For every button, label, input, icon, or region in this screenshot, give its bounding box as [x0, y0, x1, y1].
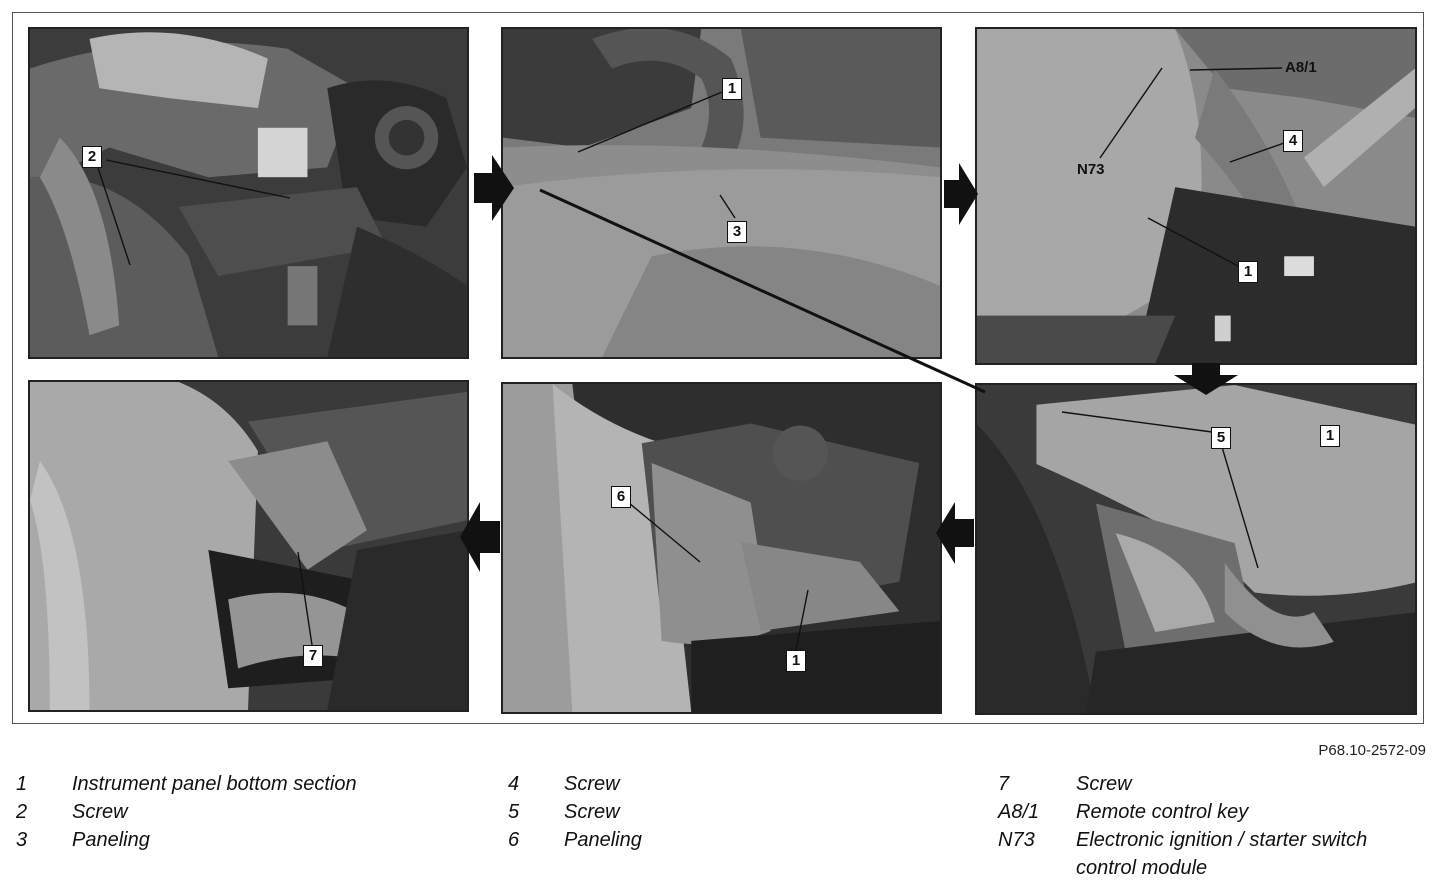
- legend-item: [508, 798, 924, 826]
- legend-item: [16, 798, 432, 826]
- legend-item: [998, 798, 1436, 826]
- callout-panel-1-step3: 1: [1238, 261, 1258, 283]
- legend-text: Screw: [72, 801, 128, 823]
- legend-number: 1: [16, 773, 28, 795]
- legend-column-3: [998, 770, 1436, 882]
- photo-step-6: [28, 380, 469, 712]
- legend-text: Instrument panel bottom section: [72, 773, 357, 795]
- photo-step-3: [975, 27, 1417, 365]
- legend-number: 2: [16, 801, 28, 823]
- legend-column-2: [508, 770, 924, 854]
- legend-item: [998, 770, 1436, 798]
- legend-text: Screw: [564, 801, 620, 823]
- callout-panel-1-step4: 1: [1320, 425, 1340, 447]
- legend-item: [998, 826, 1436, 882]
- legend-item: [508, 826, 924, 854]
- photo-step-1: [28, 27, 469, 359]
- legend-item: [16, 826, 432, 854]
- legend-number: A8/1: [998, 801, 1040, 823]
- figure-code: P68.10-2572-09: [1318, 742, 1426, 759]
- callout-screw-4: 4: [1283, 130, 1303, 152]
- arrow-left-1-icon: [936, 502, 974, 564]
- arrow-left-2-icon: [460, 502, 500, 572]
- arrow-right-1-icon: [474, 155, 514, 221]
- legend-number: N73: [998, 829, 1035, 851]
- legend-number: 4: [508, 773, 520, 795]
- callout-panel-1: 1: [722, 78, 742, 100]
- callout-screw-7: 7: [303, 645, 323, 667]
- legend-text: Electronic ignition / starter switch control module: [1076, 829, 1368, 879]
- callout-panel-1-step5: 1: [786, 650, 806, 672]
- legend-item: [16, 770, 432, 798]
- photo-step-4: [975, 383, 1417, 715]
- legend-text: Screw: [1076, 773, 1132, 795]
- legend-number: 5: [508, 801, 520, 823]
- arrow-down-icon: [1174, 363, 1238, 395]
- legend-text: Remote control key: [1076, 801, 1249, 823]
- arrow-right-2-icon: [944, 163, 978, 225]
- legend-number: 6: [508, 829, 520, 851]
- photo-step-5: [501, 382, 942, 714]
- callout-paneling-6: 6: [611, 486, 631, 508]
- legend-number: 7: [998, 773, 1010, 795]
- legend-text: Paneling: [72, 829, 150, 851]
- callout-paneling-3: 3: [727, 221, 747, 243]
- legend-text: Screw: [564, 773, 620, 795]
- legend-number: 3: [16, 829, 28, 851]
- photo-step-2: [501, 27, 942, 359]
- legend-text: Paneling: [564, 829, 642, 851]
- callout-remote-key-a81: A8/1: [1285, 59, 1317, 76]
- legend-column-1: [16, 770, 432, 854]
- callout-screw-5: 5: [1211, 427, 1231, 449]
- callout-n73: N73: [1077, 161, 1105, 178]
- legend-item: [508, 770, 924, 798]
- callout-screw-2: 2: [82, 146, 102, 168]
